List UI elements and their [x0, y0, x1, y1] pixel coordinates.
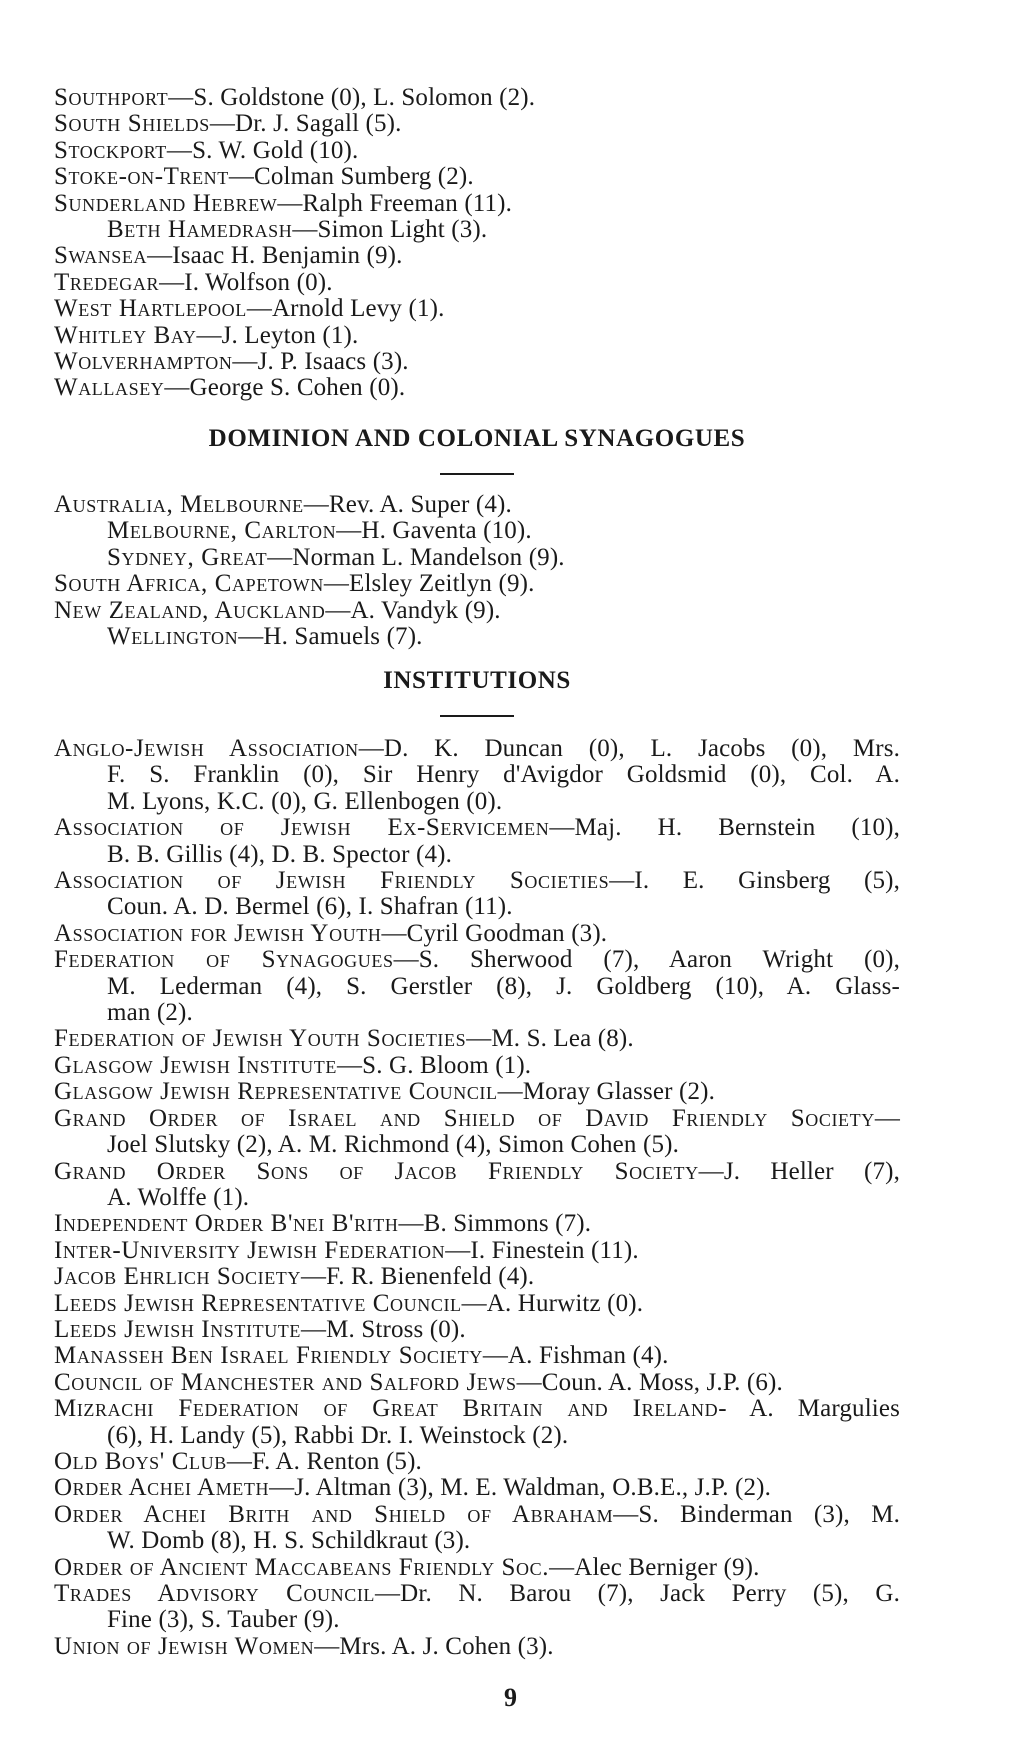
- list-item: Stoke-on-Trent—Colman Sumberg (2).: [54, 163, 474, 191]
- list-item: Association for Jewish Youth—Cyril Goodman (3).: [54, 919, 608, 947]
- list-item: Independent Order B'nei B'rith—B. Simmons (7).: [54, 1210, 592, 1238]
- divider-rule: [54, 473, 900, 475]
- list-item: New Zealand, Auckland—A. Vandyk (9).: [54, 596, 501, 624]
- list-item-continued: Joel Slutsky (2), A. M. Richmond (4), Simon Cohen (5).: [107, 1131, 679, 1159]
- list-item: Leeds Jewish Institute—M. Stross (0).: [54, 1315, 466, 1343]
- page-number: 9: [504, 1683, 517, 1712]
- list-item-continued: B. B. Gillis (4), D. B. Spector (4).: [107, 840, 452, 868]
- list-item: Federation of Synagogues—S. Sherwood (7), Aaron Wright (0),: [54, 946, 900, 974]
- divider-line: [440, 715, 514, 717]
- list-item: Order Achei Ameth—J. Altman (3), M. E. Waldman, O.B.E., J.P. (2).: [54, 1474, 772, 1502]
- list-item: Inter-University Jewish Federation—I. Finestein (11).: [54, 1236, 639, 1264]
- list-item: Old Boys' Club—F. A. Renton (5).: [54, 1447, 422, 1475]
- list-item: Stockport—S. W. Gold (10).: [54, 136, 359, 164]
- list-item-continued: M. Lyons, K.C. (0), G. Ellenbogen (0).: [107, 787, 503, 815]
- list-item: Trades Advisory Council—Dr. N. Barou (7), Jack Perry (5), G.: [54, 1580, 900, 1607]
- list-item: Australia, Melbourne—Rev. A. Super (4).: [54, 491, 512, 518]
- list-item: Sydney, Great—Norman L. Mandelson (9).: [107, 543, 565, 571]
- list-item: Beth Hamedrash—Simon Light (3).: [107, 216, 488, 244]
- list-item: Union of Jewish Women—Mrs. A. J. Cohen (3).: [54, 1632, 554, 1660]
- list-item: Swansea—Isaac H. Benjamin (9).: [54, 242, 403, 270]
- list-item-continued: F. S. Franklin (0), Sir Henry d'Avigdor Goldsmid (0), Col. A.: [107, 761, 900, 789]
- list-item: South Shields—Dr. J. Sagall (5).: [54, 110, 402, 138]
- list-item: Wallasey—George S. Cohen (0).: [54, 374, 406, 402]
- institutions-list: [54, 736, 900, 1660]
- list-item-continued: A. Wolffe (1).: [107, 1183, 250, 1211]
- list-item: Glasgow Jewish Institute—S. G. Bloom (1).: [54, 1051, 532, 1079]
- list-item-continued: (6), H. Landy (5), Rabbi Dr. I. Weinstock (2).: [107, 1421, 569, 1449]
- list-item-continued: M. Lederman (4), S. Gerstler (8), J. Goldberg (10), A. Glass-: [107, 972, 900, 1000]
- list-item-continued: man (2).: [107, 999, 193, 1027]
- list-item: Jacob Ehrlich Society—F. R. Bienenfeld (4).: [54, 1263, 535, 1291]
- list-item: West Hartlepool—Arnold Levy (1).: [54, 295, 445, 323]
- list-item: Wellington—H. Samuels (7).: [107, 623, 423, 651]
- list-item: South Africa, Capetown—Elsley Zeitlyn (9).: [54, 570, 535, 598]
- list-item: Melbourne, Carlton—H. Gaventa (10).: [107, 517, 532, 545]
- list-item: Tredegar—I. Wolfson (0).: [54, 268, 333, 296]
- institutions-section-heading: INSTITUTIONS: [383, 667, 571, 694]
- list-item: Sunderland Hebrew—Ralph Freeman (11).: [54, 189, 513, 217]
- list-item: Whitley Bay—J. Leyton (1).: [54, 321, 359, 349]
- list-item: Grand Order Sons of Jacob Friendly Society—J. Heller (7),: [54, 1157, 900, 1185]
- dominion-list: [54, 492, 900, 650]
- list-item: Manasseh Ben Israel Friendly Society—A. Fishman (4).: [54, 1342, 669, 1370]
- list-item: Association of Jewish Friendly Societies—I. E. Ginsberg (5),: [54, 867, 900, 895]
- list-item-continued: Fine (3), S. Tauber (9).: [107, 1606, 340, 1634]
- list-item: Mizrachi Federation of Great Britain and Ireland- A. Margulies: [54, 1395, 901, 1423]
- list-item: Federation of Jewish Youth Societies—M. S. Lea (8).: [54, 1025, 634, 1053]
- list-item: Anglo-Jewish Association—D. K. Duncan (0), L. Jacobs (0), Mrs.: [54, 735, 900, 762]
- list-item: Leeds Jewish Representative Council—A. Hurwitz (0).: [54, 1289, 644, 1317]
- list-item: Glasgow Jewish Representative Council—Moray Glasser (2).: [54, 1078, 715, 1106]
- divider-rule: [54, 715, 900, 717]
- list-item: Southport—S. Goldstone (0), L. Solomon (2).: [54, 84, 536, 111]
- list-item: Council of Manchester and Salford Jews—Coun. A. Moss, J.P. (6).: [54, 1368, 783, 1396]
- dominion-section-heading: DOMINION AND COLONIAL SYNAGOGUES: [208, 425, 746, 452]
- uk-synagogue-list: [54, 85, 900, 402]
- list-item-continued: Coun. A. D. Bermel (6), I. Shafran (11).: [107, 893, 513, 921]
- divider-line: [440, 473, 514, 475]
- list-item: Order Achei Brith and Shield of Abraham—S. Binderman (3), M.: [54, 1500, 900, 1528]
- list-item-continued: W. Domb (8), H. S. Schildkraut (3).: [107, 1527, 471, 1555]
- list-item: Order of Ancient Maccabeans Friendly Soc.—Alec Berniger (9).: [54, 1553, 760, 1581]
- list-item: Wolverhampton—J. P. Isaacs (3).: [54, 348, 409, 376]
- list-item: Association of Jewish Ex-Servicemen—Maj. H. Bernstein (10),: [54, 814, 900, 842]
- list-item: Grand Order of Israel and Shield of David Friendly Society—: [54, 1104, 900, 1132]
